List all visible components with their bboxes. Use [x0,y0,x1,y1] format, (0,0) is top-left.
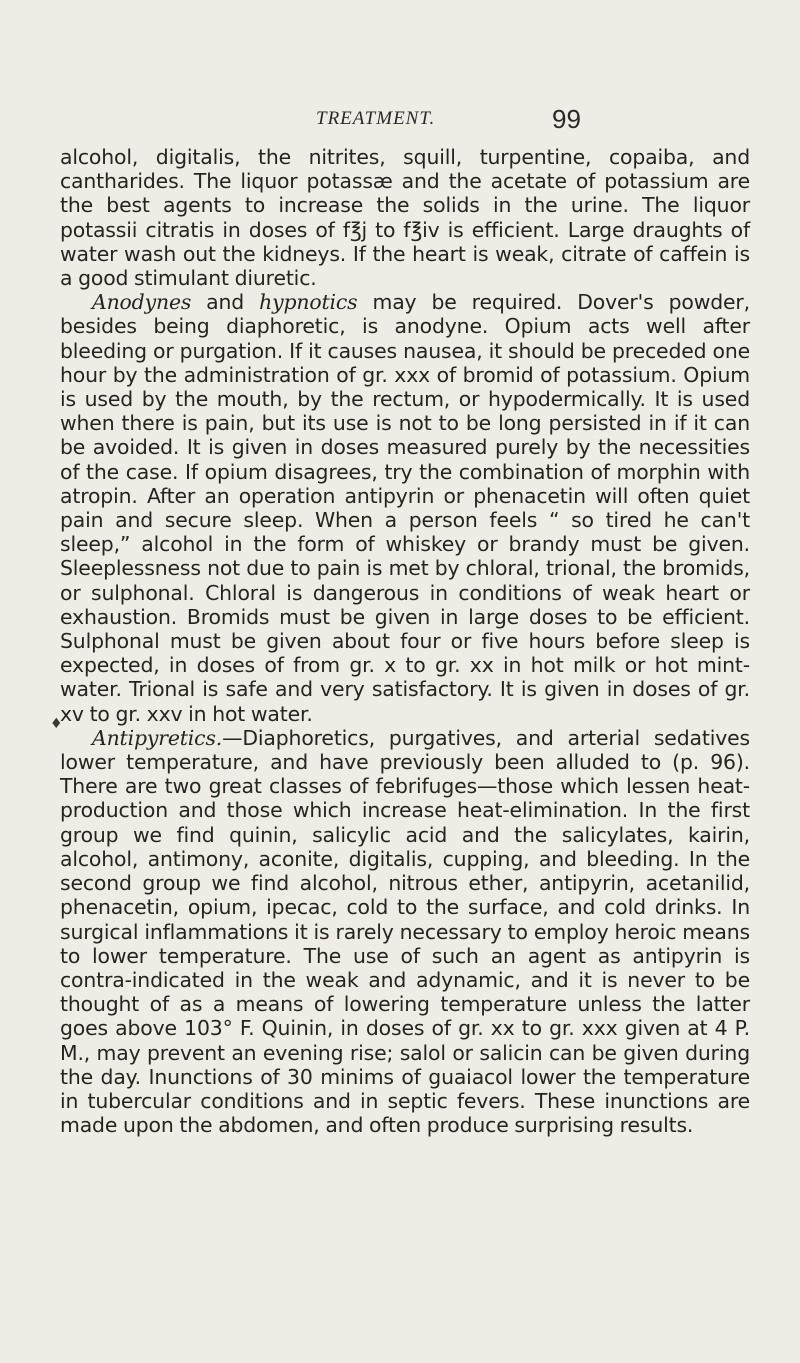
paragraph-text: —Diaphoretics, purgatives, and arterial sedatives lower temperature, and have previously been alluded to (p. 96). There are two great classes of febrifuges—those which lessen heat-production and those which increase heat-elimination. In the first group we find quinin, salicylic acid and the salicylates, kairin, alcohol, antimony, aconite, digitalis, cupping, and bleeding. In the second group we find alcohol, nitrous ether, antipyrin, acetanilid, phenacetin, opium, ipecac, cold to the surface, and cold drinks. In surgical inflammations it is rarely necessary to employ heroic means to lower temperature. The use of such an agent as antipyrin is contra-indicated in the weak and adynamic, and it is never to be thought of as a means of lowering temperature unless the latter goes above 103° F. Quinin, in doses of gr. xx to gr. xxx given at 4 P. M., may prevent an evening rise; salol or salicin can be given during the day. Inunctions of 30 minims of guaiacol lower the temperature in tubercular conditions and in septic fevers. These inunctions are made upon the abdomen, and often produce surprising results. [60,725,750,1138]
running-head [0,106,800,142]
paragraph-diuretics-continued [60,145,750,290]
paragraph-text: may be required. Dover's powder, besides being diaphoretic, is anodyne. Opium acts well after bleeding or purgation. If it causes nausea, it should be preceded one hour by the administration of gr. xxx of bromid of potassium. Opium is used by the mouth, by the rectum, or hypodermically. It is used when there is pain, but its use is not to be long persisted in if it can be avoided. It is given in doses measured purely by the necessities of the case. If opium disagrees, try the combination of morphin with atropin. After an operation antipyrin or phenacetin will often quiet pain and secure sleep. When a person feels “ so tired he can't sleep,” alcohol in the form of whiskey or brandy must be given. Sleeplessness not due to pain is met by chloral, trional, the bromids, or sulphonal. Chloral is dangerous in conditions of weak heart or exhaustion. Bromids must be given in large doses to be efficient. Sulphonal must be given about four or five hours before sleep is expected, in doses of from gr. x to gr. xx in hot milk or hot mint-water. Trional is safe and very satisfactory. It is given in doses of gr. xv to gr. xxv in hot water. [60,290,750,726]
term-anodynes: Anodynes [92,290,192,315]
paragraph-text: and [191,290,260,315]
paragraph-text: alcohol, digitalis, the nitrites, squill, turpentine, copaiba, and cantharides. The liquor potassæ and the acetate of potassium are the best agents to increase the solids in the urine. The liquor potassii citratis in doses of f℥j to f℥iv is efficient. Large draughts of water wash out the kidneys. If the heart is weak, citrate of caffein is a good stimulant diuretic. [60,145,750,291]
page-number: 99 [552,104,581,134]
term-antipyretics: Antipyretics. [92,725,223,750]
paragraph-antipyretics [60,726,750,1137]
paragraph-anodynes [60,290,750,726]
running-title: TREATMENT. [316,108,436,129]
margin-mark-icon: ♦ [50,716,63,732]
body-text [60,145,750,1137]
term-hypnotics: hypnotics [259,290,358,315]
